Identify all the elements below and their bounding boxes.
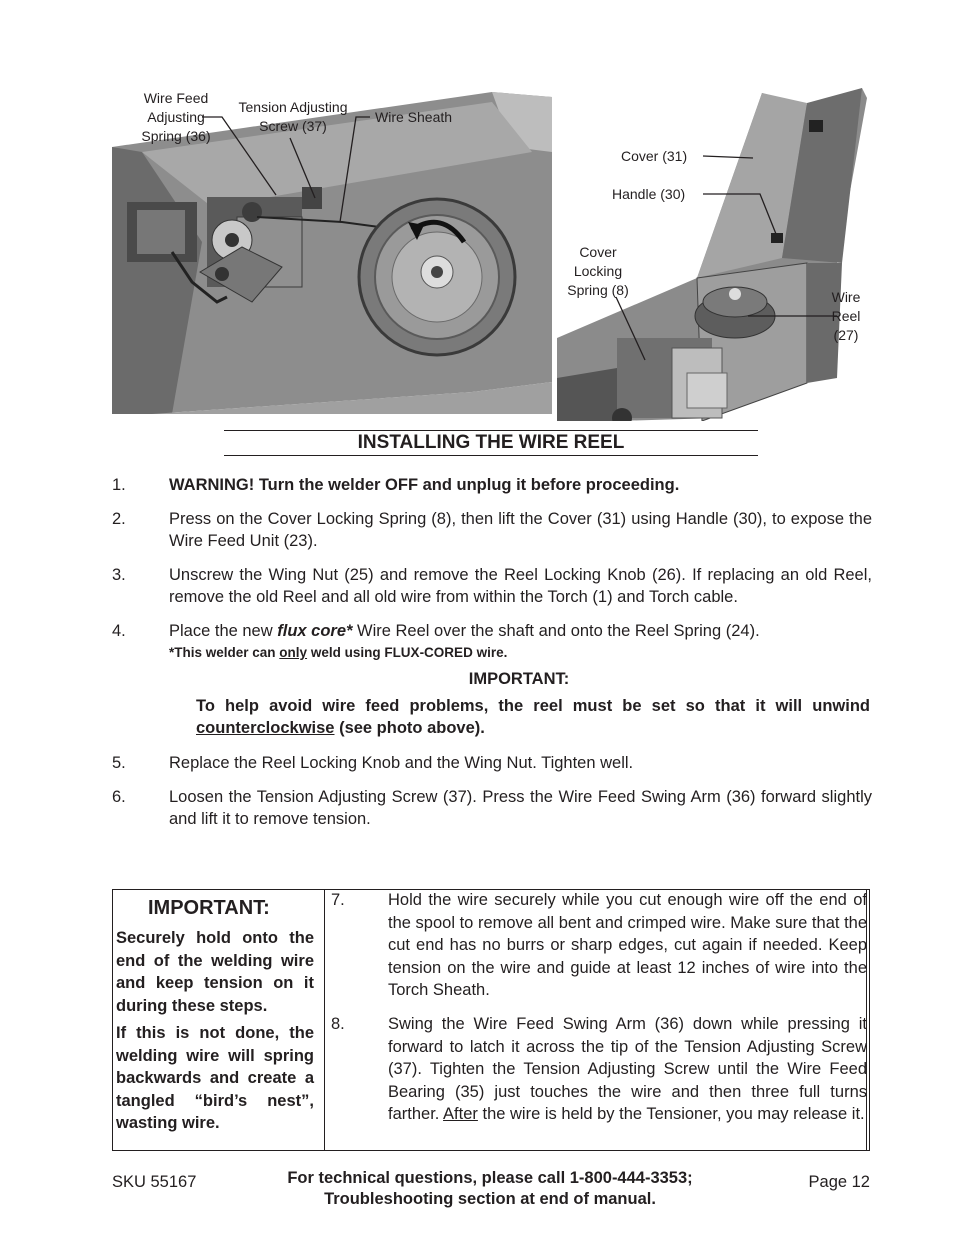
step-number: 7. bbox=[331, 891, 345, 909]
label-wire-sheath: Wire Sheath bbox=[375, 109, 453, 125]
step-number: 3. bbox=[112, 566, 126, 584]
footer-support bbox=[230, 1168, 750, 1210]
step-text: Press on the Cover Locking Spring (8), then lift the Cover (31) using Handle (30), to expose the Wire Feed Unit (23). bbox=[169, 510, 872, 550]
important-box-heading: IMPORTANT: bbox=[148, 897, 270, 919]
step-text: Swing the Wire Feed Swing Arm (36) down while pressing it forward to latch it across the tip of the Tension Adjusting Screw (37). Tighten the Tension Adjusting Screw until the Wire Feed Bearing (35) just touches the wire and then three full turns farther. After the wire is held by the Tensioner, you may release it. bbox=[388, 1015, 867, 1123]
label-handle: Handle (30) bbox=[612, 186, 686, 202]
step-6 bbox=[112, 786, 872, 830]
flux-core-emphasis: flux core* bbox=[277, 622, 353, 640]
flux-note: *This welder can only weld using FLUX-CORED wire. bbox=[169, 645, 508, 660]
important-box-para1: Securely hold onto the end of the welding wire and keep tension on it during these steps. bbox=[116, 929, 314, 1015]
after-emphasis: After bbox=[443, 1105, 478, 1123]
step-number: 1. bbox=[112, 476, 126, 494]
step-4 bbox=[112, 620, 872, 642]
step-text: Loosen the Tension Adjusting Screw (37). Press the Wire Feed Swing Arm (36) forward slightly and lift it to remove tension. bbox=[169, 788, 872, 828]
important-box-para2: If this is not done, the welding wire will spring backwards and create a tangled “bird’s nest”, wasting wire. bbox=[116, 1024, 314, 1132]
important-inline-text: To help avoid wire feed problems, the reel must be set so that it will unwind counterclockwise (see photo above). bbox=[196, 697, 870, 737]
footer-page-number: Page 12 bbox=[808, 1173, 870, 1191]
box-divider bbox=[324, 889, 325, 1151]
step-number: 2. bbox=[112, 510, 126, 528]
label-tension-screw: Tension Adjusting Screw (37) bbox=[238, 99, 348, 134]
counterclockwise-emphasis: counterclockwise bbox=[196, 719, 335, 737]
footer-line-1: For technical questions, please call 1-800-444-3353; bbox=[287, 1169, 693, 1187]
step-number: 4. bbox=[112, 622, 126, 640]
step-5 bbox=[112, 752, 872, 774]
label-cover-locking-spring: Cover Locking Spring (8) bbox=[567, 244, 629, 298]
step-7 bbox=[331, 889, 867, 1002]
step-text: Replace the Reel Locking Knob and the Wing Nut. Tighten well. bbox=[169, 754, 634, 772]
step-1 bbox=[112, 474, 872, 496]
right-callout-lines bbox=[0, 0, 954, 430]
only-emphasis: only bbox=[279, 645, 308, 660]
step-number: 5. bbox=[112, 754, 126, 772]
step-8 bbox=[331, 1013, 867, 1148]
step-text: Hold the wire securely while you cut enough wire off the end of the spool to remove all bent and crimped wire. Make sure that the cut end has no burrs or sharp edges, cut again if needed. Keep tension on the wire and guide at least 12 inches of wire into the Torch Sheath. bbox=[388, 891, 867, 999]
label-wire-feed-spring: Wire Feed Adjusting Spring (36) bbox=[141, 90, 211, 144]
step-2 bbox=[112, 508, 872, 552]
step-text: Place the new flux core* Wire Reel over the shaft and onto the Reel Spring (24). bbox=[169, 622, 760, 640]
important-inline-heading: IMPORTANT: bbox=[468, 670, 570, 688]
step-number: 6. bbox=[112, 788, 126, 806]
step-3 bbox=[112, 564, 872, 608]
step-number: 8. bbox=[331, 1015, 345, 1033]
label-cover: Cover (31) bbox=[621, 148, 688, 164]
footer-line-2: Troubleshooting section at end of manual. bbox=[324, 1190, 656, 1208]
step-text: Unscrew the Wing Nut (25) and remove the Reel Locking Knob (26). If replacing an old Reel, remove the old Reel and all old wire from within the Torch (1) and Torch cable. bbox=[169, 566, 872, 606]
label-wire-reel: Wire Reel (27) bbox=[831, 289, 861, 343]
step-text: WARNING! Turn the welder OFF and unplug it before proceeding. bbox=[169, 476, 680, 494]
section-title: INSTALLING THE WIRE REEL bbox=[224, 430, 758, 456]
footer-sku: SKU 55167 bbox=[112, 1173, 197, 1191]
